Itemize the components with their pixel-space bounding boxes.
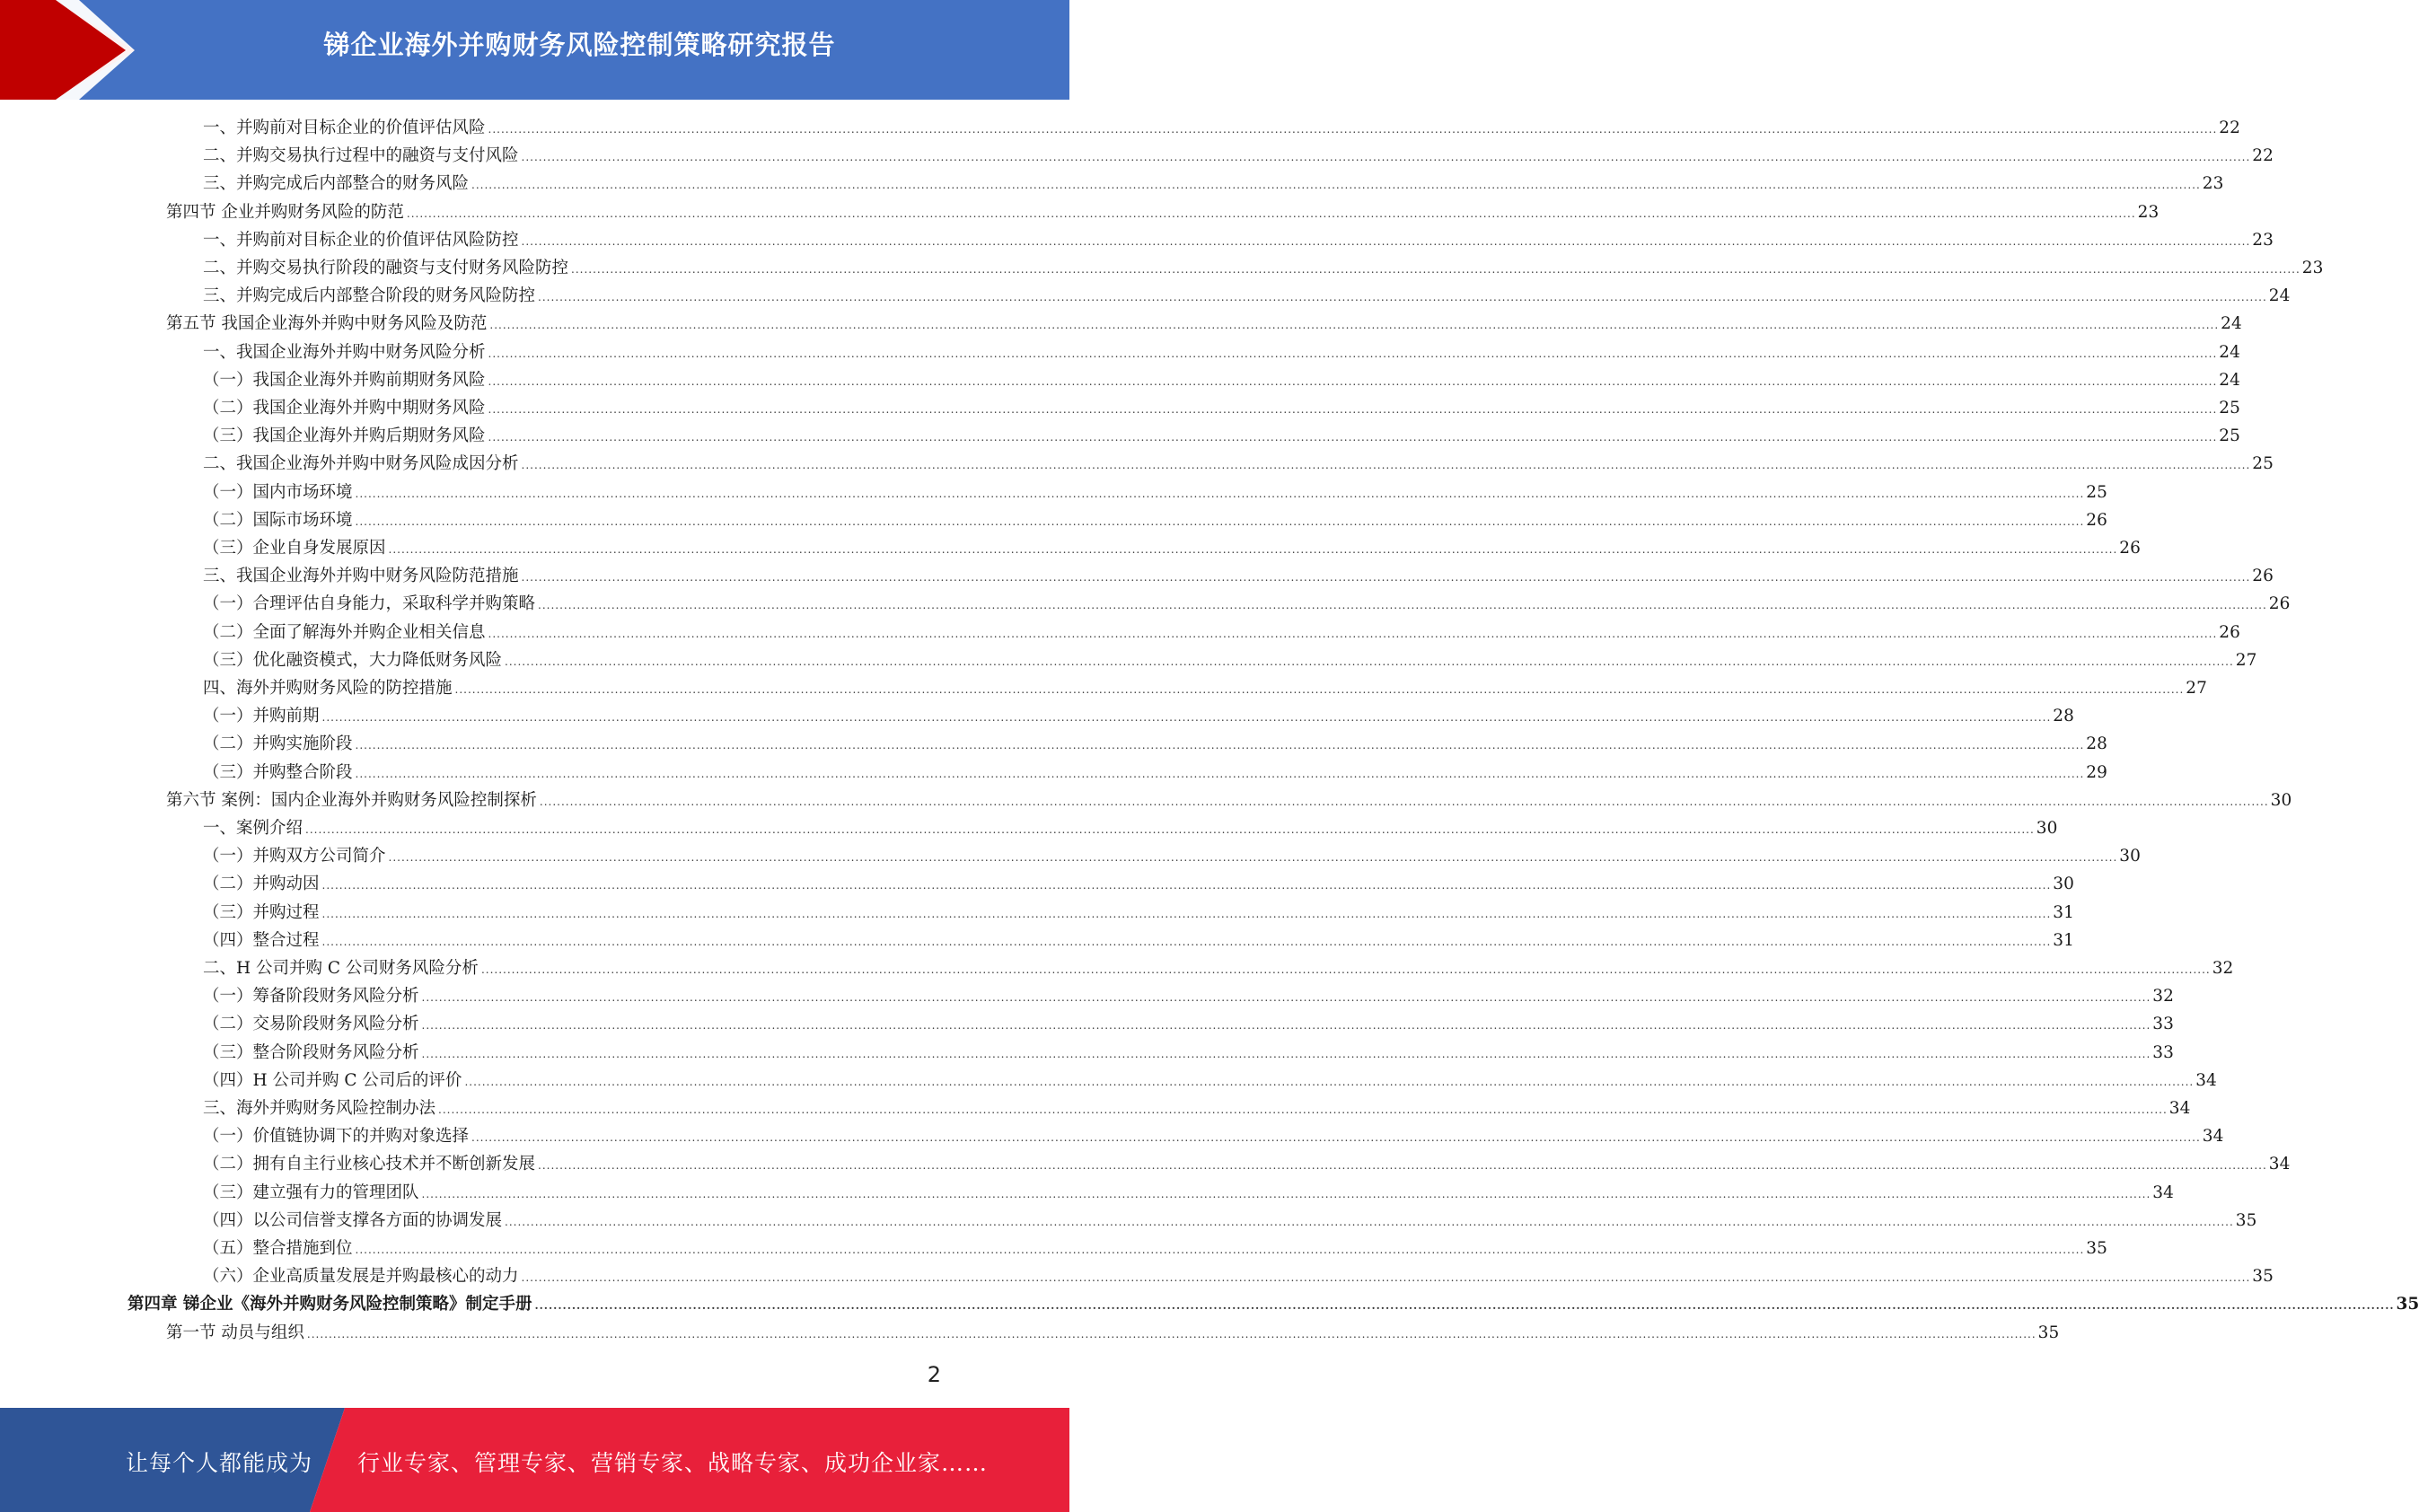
toc-leader-dots: ................................................................................................................................................................................................................................................................................................................................................................................................................: [505, 655, 2234, 668]
toc-entry[interactable]: [203, 506, 2107, 534]
toc-entry-page: 24: [2268, 286, 2291, 306]
toc-entry-title: 四、海外并购财务风险的防控措施: [203, 679, 453, 698]
toc-leader-dots: ................................................................................................................................................................................................................................................................................................................................................................................................................: [521, 459, 2251, 472]
toc-entry-title: 二、我国企业海外并购中财务风险成因分析: [203, 454, 519, 474]
toc-entry-title: 第四章 锑企业《海外并购财务风险控制策略》制定手册: [128, 1295, 532, 1314]
toc-leader-dots: ................................................................................................................................................................................................................................................................................................................................................................................................................: [388, 851, 2118, 865]
toc-leader-dots: ................................................................................................................................................................................................................................................................................................................................................................................................................: [355, 767, 2085, 780]
toc-entry-page: 26: [2119, 539, 2141, 558]
toc-entry-title: （六）企业高质量发展是并购最核心的动力: [203, 1267, 519, 1287]
toc-entry[interactable]: [203, 590, 2291, 618]
toc-entry[interactable]: [203, 1122, 2224, 1150]
toc-leader-dots: ................................................................................................................................................................................................................................................................................................................................................................................................................: [306, 1327, 2036, 1341]
toc-entry-title: （一）并购前期: [203, 707, 320, 726]
toc-entry-page: 27: [2235, 650, 2257, 670]
toc-entry-page: 23: [2301, 259, 2324, 277]
toc-entry-title: （一）价值链协调下的并购对象选择: [203, 1127, 470, 1147]
toc-entry[interactable]: [203, 170, 2224, 198]
toc-entry[interactable]: [203, 759, 2107, 787]
toc-entry[interactable]: [203, 1235, 2107, 1262]
toc-entry-page: 35: [2235, 1210, 2257, 1230]
toc-entry[interactable]: [166, 1319, 2060, 1347]
toc-entry-page: 26: [2086, 510, 2107, 530]
toc-entry-page: 22: [2219, 119, 2240, 137]
toc-entry[interactable]: [203, 814, 2058, 842]
toc-entry[interactable]: [203, 366, 2240, 394]
toc-entry[interactable]: [203, 338, 2240, 366]
toc-entry-page: 34: [2152, 1182, 2174, 1202]
toc-entry-page: 26: [2219, 622, 2240, 642]
toc-entry-page: 28: [2053, 707, 2074, 726]
toc-entry[interactable]: [203, 870, 2074, 898]
toc-entry[interactable]: [166, 198, 2160, 226]
toc-entry-page: 32: [2212, 959, 2234, 978]
toc-entry-page: 25: [2252, 454, 2274, 474]
toc-entry-title: （一）合理评估自身能力，采取科学并购策略: [203, 594, 536, 614]
toc-entry[interactable]: [203, 254, 2324, 282]
toc-leader-dots: ................................................................................................................................................................................................................................................................................................................................................................................................................: [488, 403, 2218, 416]
toc-entry-title: 一、案例介绍: [203, 819, 303, 838]
toc-entry[interactable]: [203, 730, 2107, 758]
toc-entry-page: 34: [2268, 1155, 2291, 1174]
toc-entry-page: 23: [2252, 230, 2274, 250]
toc-entry[interactable]: [203, 619, 2240, 646]
toc-entry-page: 30: [2053, 875, 2074, 894]
toc-entry[interactable]: [203, 674, 2207, 702]
toc-entry[interactable]: [166, 310, 2242, 338]
toc-entry-page: 33: [2152, 1015, 2174, 1034]
page-header: [0, 0, 1069, 100]
toc-entry-title: （三）并购过程: [203, 902, 320, 922]
toc-leader-dots: ................................................................................................................................................................................................................................................................................................................................................................................................................: [421, 1047, 2151, 1060]
toc-entry-title: 二、并购交易执行阶段的融资与支付财务风险防控: [203, 259, 569, 277]
toc-entry-title: 三、海外并购财务风险控制办法: [203, 1099, 436, 1118]
toc-entry-page: 33: [2152, 1042, 2174, 1062]
footer-slogan-left: 让每个人都能成为: [126, 1450, 313, 1476]
toc-leader-dots: ................................................................................................................................................................................................................................................................................................................................................................................................................: [471, 1131, 2201, 1145]
toc-entry-page: 32: [2152, 987, 2174, 1007]
toc-entry-page: 28: [2086, 734, 2107, 754]
toc-entry-title: （二）我国企业海外并购中期财务风险: [203, 399, 486, 418]
toc-entry[interactable]: [203, 1067, 2217, 1094]
toc-entry-title: 二、H 公司并购 C 公司财务风险分析: [203, 959, 479, 978]
toc-leader-dots: ................................................................................................................................................................................................................................................................................................................................................................................................................: [521, 151, 2251, 164]
toc-entry[interactable]: [166, 787, 2292, 814]
toc-entry-title: （二）并购实施阶段: [203, 734, 353, 754]
toc-entry[interactable]: [203, 479, 2107, 506]
toc-leader-dots: ................................................................................................................................................................................................................................................................................................................................................................................................................: [464, 1075, 2195, 1088]
toc-entry[interactable]: [203, 282, 2291, 310]
toc-leader-dots: ................................................................................................................................................................................................................................................................................................................................................................................................................: [471, 179, 2201, 192]
toc-entry[interactable]: [203, 1010, 2174, 1038]
toc-entry-page: 34: [2168, 1099, 2191, 1118]
toc-leader-dots: ................................................................................................................................................................................................................................................................................................................................................................................................................: [488, 347, 2218, 360]
toc-leader-dots: ................................................................................................................................................................................................................................................................................................................................................................................................................: [355, 739, 2085, 752]
toc-entry-title: 第四节 企业并购财务风险的防范: [166, 202, 404, 222]
toc-leader-dots: ................................................................................................................................................................................................................................................................................................................................................................................................................: [321, 711, 2052, 725]
toc-leader-dots: ................................................................................................................................................................................................................................................................................................................................................................................................................: [406, 207, 2136, 220]
toc-entry[interactable]: [203, 1150, 2291, 1178]
toc-entry[interactable]: [203, 1094, 2191, 1122]
toc-leader-dots: ................................................................................................................................................................................................................................................................................................................................................................................................................: [480, 963, 2211, 976]
toc-leader-dots: ................................................................................................................................................................................................................................................................................................................................................................................................................: [534, 1299, 2395, 1313]
toc-entry-title: 第六节 案例：国内企业海外并购财务风险控制探析: [166, 790, 537, 810]
toc-entry[interactable]: [203, 842, 2141, 870]
toc-leader-dots: ................................................................................................................................................................................................................................................................................................................................................................................................................: [488, 123, 2218, 136]
toc-leader-dots: ................................................................................................................................................................................................................................................................................................................................................................................................................: [321, 907, 2052, 920]
toc-entry-title: （三）建立强有力的管理团队: [203, 1182, 419, 1202]
toc-entry-title: （三）企业自身发展原因: [203, 539, 386, 558]
toc-leader-dots: ................................................................................................................................................................................................................................................................................................................................................................................................................: [355, 487, 2085, 500]
toc-entry-title: 三、并购完成后内部整合阶段的财务风险防控: [203, 286, 536, 306]
toc-entry[interactable]: [203, 927, 2074, 954]
toc-entry-title: （四）整合过程: [203, 930, 320, 950]
toc-leader-dots: ................................................................................................................................................................................................................................................................................................................................................................................................................: [421, 1019, 2151, 1033]
toc-leader-dots: ................................................................................................................................................................................................................................................................................................................................................................................................................: [421, 1187, 2151, 1200]
toc-entry[interactable]: [203, 450, 2274, 478]
toc-entry[interactable]: [203, 1179, 2174, 1207]
toc-entry-page: 23: [2137, 202, 2160, 222]
toc-leader-dots: ................................................................................................................................................................................................................................................................................................................................................................................................................: [355, 1244, 2085, 1256]
toc-leader-dots: ................................................................................................................................................................................................................................................................................................................................................................................................................: [521, 1271, 2251, 1285]
toc-entry-title: （一）并购双方公司简介: [203, 847, 386, 866]
toc-entry-page: 35: [2086, 1239, 2107, 1258]
toc-entry-page: 34: [2195, 1070, 2217, 1090]
toc-entry-page: 30: [2119, 847, 2141, 866]
toc-entry-title: （三）我国企业海外并购后期财务风险: [203, 426, 486, 446]
toc-entry[interactable]: [203, 142, 2274, 170]
toc-entry-page: 24: [2219, 342, 2240, 362]
toc-leader-dots: ................................................................................................................................................................................................................................................................................................................................................................................................................: [521, 234, 2251, 248]
toc-entry-title: （一）我国企业海外并购前期财务风险: [203, 370, 486, 390]
toc-entry-page: 35: [2252, 1267, 2274, 1287]
toc-leader-dots: ................................................................................................................................................................................................................................................................................................................................................................................................................: [488, 374, 2218, 388]
toc-leader-dots: ................................................................................................................................................................................................................................................................................................................................................................................................................: [505, 1215, 2234, 1228]
toc-leader-dots: ................................................................................................................................................................................................................................................................................................................................................................................................................: [438, 1103, 2168, 1116]
toc-entry[interactable]: [203, 1207, 2257, 1235]
toc-entry-page: 29: [2086, 762, 2107, 782]
toc-entry-title: （二）并购动因: [203, 875, 320, 894]
toc-leader-dots: ................................................................................................................................................................................................................................................................................................................................................................................................................: [321, 879, 2052, 892]
toc-entry-title: （二）全面了解海外并购企业相关信息: [203, 622, 486, 642]
toc-leader-dots: ................................................................................................................................................................................................................................................................................................................................................................................................................: [388, 543, 2118, 556]
toc-leader-dots: ................................................................................................................................................................................................................................................................................................................................................................................................................: [571, 263, 2300, 276]
toc-entry-title: 一、并购前对目标企业的价值评估风险: [203, 119, 486, 137]
page-number: 2: [927, 1362, 941, 1387]
toc-leader-dots: ................................................................................................................................................................................................................................................................................................................................................................................................................: [488, 627, 2218, 640]
toc-entry-title: 第一节 动员与组织: [166, 1323, 304, 1342]
toc-entry-title: （三）并购整合阶段: [203, 762, 353, 782]
toc-entry-title: 一、我国企业海外并购中财务风险分析: [203, 342, 486, 362]
toc-leader-dots: ................................................................................................................................................................................................................................................................................................................................................................................................................: [454, 683, 2185, 696]
toc-entry-page: 35: [2396, 1295, 2419, 1314]
document-title: 锑企业海外并购财务风险控制策略研究报告: [323, 30, 836, 60]
toc-entry-page: 34: [2202, 1127, 2224, 1147]
toc-entry[interactable]: [203, 114, 2240, 142]
toc-entry[interactable]: [203, 646, 2257, 674]
toc-entry-page: 27: [2186, 679, 2207, 698]
toc-entry-title: （二）拥有自主行业核心技术并不断创新发展: [203, 1155, 536, 1174]
toc-leader-dots: ................................................................................................................................................................................................................................................................................................................................................................................................................: [539, 795, 2269, 808]
toc-entry-title: 第五节 我国企业海外并购中财务风险及防范: [166, 314, 488, 334]
toc-entry[interactable]: [203, 394, 2240, 422]
toc-entry-title: （五）整合措施到位: [203, 1239, 353, 1258]
toc-leader-dots: ................................................................................................................................................................................................................................................................................................................................................................................................................: [538, 1159, 2267, 1173]
toc-entry-page: 26: [2268, 594, 2291, 614]
toc-entry-title: （二）交易阶段财务风险分析: [203, 1015, 419, 1034]
toc-leader-dots: ................................................................................................................................................................................................................................................................................................................................................................................................................: [489, 319, 2220, 332]
toc-entry-title: （三）优化融资模式，大力降低财务风险: [203, 650, 503, 670]
toc-leader-dots: ................................................................................................................................................................................................................................................................................................................................................................................................................: [488, 431, 2218, 444]
toc-leader-dots: ................................................................................................................................................................................................................................................................................................................................................................................................................: [321, 935, 2052, 948]
toc-entry[interactable]: [203, 899, 2074, 927]
toc-entry-page: 22: [2252, 146, 2274, 166]
toc-entry-page: 31: [2053, 902, 2074, 922]
toc-entry-page: 35: [2037, 1323, 2060, 1342]
toc-entry[interactable]: [203, 954, 2234, 982]
toc-entry[interactable]: [203, 982, 2174, 1010]
footer-slogan-right: 行业专家、管理专家、营销专家、战略专家、成功企业家……: [357, 1450, 989, 1476]
toc-entry[interactable]: [203, 1039, 2174, 1067]
toc-entry[interactable]: [128, 1290, 2419, 1318]
toc-entry-title: （一）国内市场环境: [203, 482, 353, 502]
toc-entry-page: 25: [2086, 482, 2107, 502]
toc-entry-title: 二、并购交易执行过程中的融资与支付风险: [203, 146, 519, 166]
toc-entry-page: 23: [2202, 174, 2224, 194]
toc-entry-page: 31: [2053, 930, 2074, 950]
toc-leader-dots: ................................................................................................................................................................................................................................................................................................................................................................................................................: [305, 823, 2035, 836]
toc-entry[interactable]: [203, 1262, 2274, 1290]
toc-entry-title: （一）筹备阶段财务风险分析: [203, 987, 419, 1007]
toc-entry-page: 30: [2036, 819, 2058, 838]
page-footer: [0, 1408, 1069, 1512]
toc-entry-title: （四）H 公司并购 C 公司后的评价: [203, 1070, 462, 1090]
toc-entry[interactable]: [203, 562, 2274, 590]
toc-entry-page: 25: [2219, 399, 2240, 418]
toc-leader-dots: ................................................................................................................................................................................................................................................................................................................................................................................................................: [538, 291, 2267, 304]
toc-entry-title: 一、并购前对目标企业的价值评估风险防控: [203, 230, 519, 250]
toc-leader-dots: ................................................................................................................................................................................................................................................................................................................................................................................................................: [355, 514, 2085, 528]
toc-entry-page: 30: [2270, 790, 2292, 810]
toc-entry-page: 26: [2252, 567, 2274, 586]
toc-entry-page: 24: [2221, 314, 2242, 334]
toc-entry[interactable]: [203, 226, 2274, 254]
toc-entry[interactable]: [203, 534, 2141, 562]
toc-entry-title: 三、我国企业海外并购中财务风险防范措施: [203, 567, 519, 586]
toc-entry[interactable]: [203, 422, 2240, 450]
toc-leader-dots: ................................................................................................................................................................................................................................................................................................................................................................................................................: [521, 571, 2251, 585]
toc-entry-title: （二）国际市场环境: [203, 510, 353, 530]
toc-entry[interactable]: [203, 702, 2074, 730]
toc-entry-page: 25: [2219, 426, 2240, 446]
toc-leader-dots: ................................................................................................................................................................................................................................................................................................................................................................................................................: [538, 599, 2267, 612]
toc-entry-title: （三）整合阶段财务风险分析: [203, 1042, 419, 1062]
toc-entry-page: 24: [2219, 370, 2240, 390]
toc-leader-dots: ................................................................................................................................................................................................................................................................................................................................................................................................................: [421, 991, 2151, 1005]
toc-entry-title: 三、并购完成后内部整合的财务风险: [203, 174, 470, 194]
toc-entry-title: （四）以公司信誉支撑各方面的协调发展: [203, 1210, 503, 1230]
